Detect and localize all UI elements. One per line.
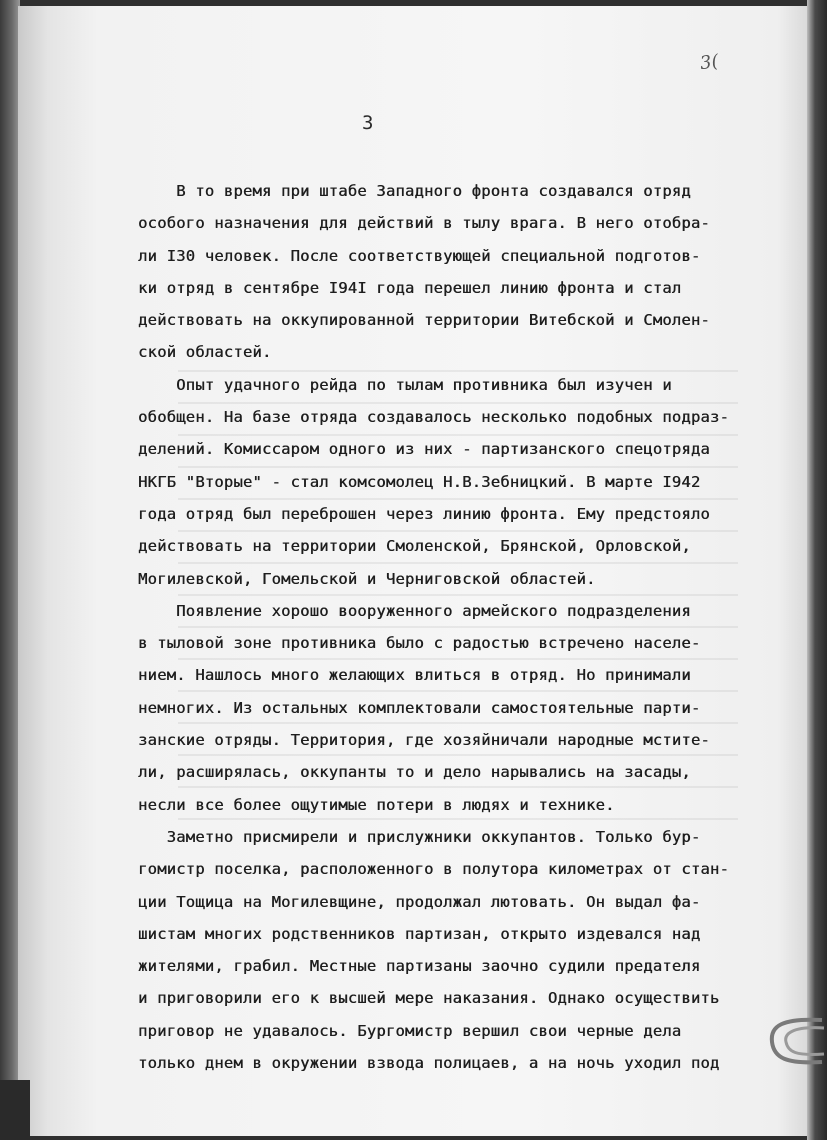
text-line: ли, расширялась, оккупанты то и дело нарывались на засады, bbox=[138, 763, 691, 782]
text-line: шистам многих родственников партизан, открыто издевался над bbox=[138, 924, 701, 943]
text-line: НКГБ "Вторые" - стал комсомолец Н.В.Зебницкий. В марте I942 bbox=[138, 472, 701, 491]
text-line: и приговорили его к высшей мере наказания. Однако осуществить bbox=[138, 989, 720, 1008]
text-line: ской областей. bbox=[138, 343, 272, 362]
text-line: действовать на территории Смоленской, Брянской, Орловской, bbox=[138, 537, 691, 556]
text-line: Появление хорошо вооруженного армейского подразделения bbox=[138, 601, 691, 620]
text-line: Заметно присмирели и прислужники оккупантов. Только бур- bbox=[138, 827, 701, 846]
text-line: Могилевской, Гомельской и Черниговской областей. bbox=[138, 569, 596, 588]
text-line: только днем в окружении взвода полицаев, а на ночь уходил под bbox=[138, 1054, 720, 1073]
body-text bbox=[138, 175, 728, 1079]
page-number: 3 bbox=[362, 112, 374, 134]
text-line: делений. Комиссаром одного из них - партизанского спецотряда bbox=[138, 440, 710, 459]
text-line: немногих. Из остальных комплектовали самостоятельные парти- bbox=[138, 698, 701, 717]
text-line: занские отряды. Территория, где хозяйничали народные мстите- bbox=[138, 731, 710, 750]
text-line: нием. Нашлось много желающих влиться в отряд. Но принимали bbox=[138, 666, 691, 685]
text-line: в тыловой зоне противника было с радостью встречено населе- bbox=[138, 634, 701, 653]
binder-clip bbox=[762, 1012, 827, 1072]
scan-corner-shadow bbox=[0, 1080, 30, 1140]
text-line: ли I30 человек. После соответствующей специальной подготов- bbox=[138, 246, 701, 265]
text-line: жителями, грабил. Местные партизаны заочно судили предателя bbox=[138, 957, 701, 976]
text-line: гомистр поселка, расположенного в полутора километрах от стан- bbox=[138, 860, 729, 879]
text-line: года отряд был переброшен через линию фронта. Ему предстояло bbox=[138, 504, 710, 523]
text-line: действовать на оккупированной территории Витебской и Смолен- bbox=[138, 311, 710, 330]
text-line: В то время при штабе Западного фронта создавался отряд bbox=[138, 182, 691, 200]
page-right-edge bbox=[807, 0, 827, 1140]
text-line: ки отряд в сентябре I94I года перешел линию фронта и стал bbox=[138, 278, 682, 297]
text-line: ции Тощица на Могилевщине, продолжал лютовать. Он выдал фа- bbox=[138, 892, 701, 911]
text-line: обобщен. На базе отряда создавалось несколько подобных подраз- bbox=[138, 408, 729, 427]
text-line: особого назначения для действий в тылу врага. В него отобра- bbox=[138, 214, 710, 233]
scan-left-border bbox=[0, 0, 20, 1140]
text-line: приговор не удавалось. Бургомистр вершил свои черные дела bbox=[138, 1021, 682, 1040]
text-line: несли все более ощутимые потери в людях и технике. bbox=[138, 795, 615, 814]
archive-folio-mark: 3( bbox=[698, 50, 720, 75]
text-line: Опыт удачного рейда по тылам противника был изучен и bbox=[138, 375, 672, 394]
